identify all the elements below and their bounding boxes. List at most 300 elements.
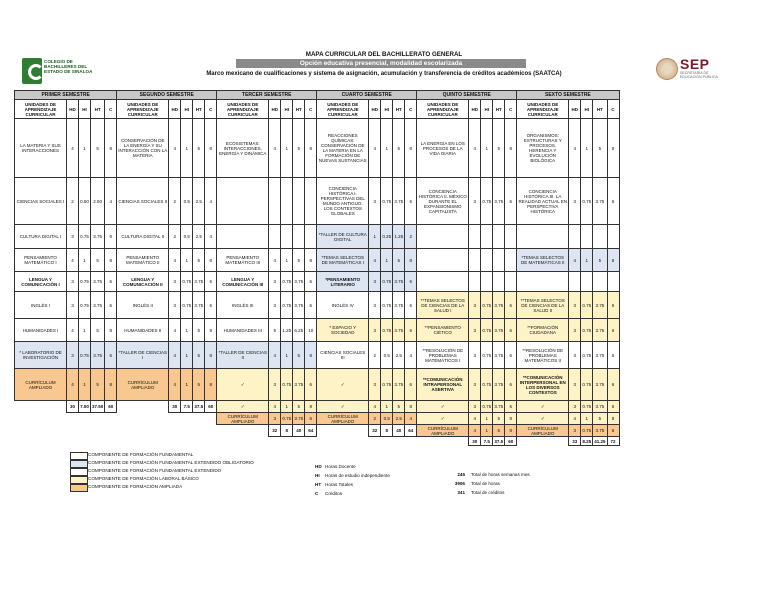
- value-cell: 5: [393, 401, 405, 413]
- value-cell: 8: [281, 425, 293, 437]
- value-cell: 1: [181, 249, 193, 272]
- legend-label: COMPONENTE DE FORMACIÓN FUNDAMENTAL: [88, 452, 194, 457]
- value-cell: 8: [305, 401, 317, 413]
- blank-cell: [205, 413, 217, 425]
- unit-cell: PENSAMIENTO MATEMÁTICO I: [15, 249, 67, 272]
- value-cell: 1: [381, 119, 393, 178]
- value-cell: 0.75: [581, 292, 593, 319]
- value-cell: 0.75: [281, 292, 293, 319]
- blank-cell: [305, 437, 317, 446]
- value-cell: 5: [91, 369, 105, 401]
- blank-cell: [217, 437, 269, 446]
- value-cell: 5: [193, 369, 205, 401]
- grand-totals: [445, 470, 530, 497]
- unit-cell: *TALLER DE CULTURA DIGITAL: [317, 225, 369, 249]
- semester-header: QUINTO SEMESTRE: [417, 91, 517, 100]
- value-cell: 3.75: [91, 225, 105, 249]
- value-cell: 6: [105, 225, 117, 249]
- value-cell: 10: [305, 319, 317, 342]
- value-cell: 37.50: [91, 401, 105, 413]
- column-header: C: [205, 100, 217, 119]
- value-cell: 6.25: [293, 319, 305, 342]
- blank-cell: [317, 425, 369, 437]
- column-header: UNIDADES DE APRENDIZAJE CURRICULAR: [15, 100, 67, 119]
- abbreviation-value: Créditos: [325, 491, 343, 496]
- value-cell: 5: [293, 401, 305, 413]
- value-cell: 3: [469, 342, 481, 369]
- legend-swatch: [70, 468, 88, 476]
- value-cell: 3.75: [593, 425, 607, 437]
- value-cell: 1: [281, 249, 293, 272]
- value-cell: 3.75: [293, 292, 305, 319]
- value-cell: 6: [205, 292, 217, 319]
- value-cell: 0.75: [581, 425, 593, 437]
- value-cell: 3.75: [493, 369, 505, 401]
- unit-cell: **FORMACIÓN CIUDADANA: [517, 319, 569, 342]
- value-cell: 3: [67, 292, 79, 319]
- value-cell: 6: [505, 369, 517, 401]
- value-cell: 3.75: [393, 369, 405, 401]
- grand-total-label: Total de horas semanas mes: [471, 472, 530, 477]
- value-cell: 3: [369, 292, 381, 319]
- table-row: [15, 413, 620, 425]
- sep-logo-subtext: SECRETARÍA DE EDUCACIÓN PÚBLICA: [680, 71, 718, 79]
- value-cell: 6: [105, 292, 117, 319]
- unit-cell: LENGUA Y COMUNICACIÓN I: [15, 272, 67, 292]
- value-cell: 8: [305, 119, 317, 178]
- legend-swatch: [70, 452, 88, 460]
- value-cell: 1: [369, 225, 381, 249]
- semester-header: CUARTO SEMESTRE: [317, 91, 417, 100]
- value-cell: 6: [607, 319, 619, 342]
- blank-cell: [79, 413, 91, 425]
- value-cell: 0.75: [79, 272, 91, 292]
- value-cell: [493, 225, 505, 249]
- value-cell: 6: [305, 413, 317, 425]
- value-cell: 5: [193, 249, 205, 272]
- value-cell: 0.50: [79, 178, 91, 225]
- value-cell: ✓: [517, 413, 569, 425]
- blank-cell: [517, 437, 569, 446]
- grand-total-value: 246: [457, 472, 465, 477]
- value-cell: 3: [369, 319, 381, 342]
- column-header-row: [15, 100, 620, 119]
- value-cell: 33: [569, 437, 581, 446]
- value-cell: 3: [569, 342, 581, 369]
- column-header: HD: [369, 100, 381, 119]
- value-cell: 0.75: [381, 319, 393, 342]
- unit-cell: HUMANIDADES III: [217, 319, 269, 342]
- value-cell: 1: [581, 119, 593, 178]
- unit-cell: CONSERVACIÓN DE LA ENERGÍA Y SU INTERACCIÓN CON LA MATERIA: [117, 119, 169, 178]
- abbreviation-item: [315, 462, 390, 471]
- page-title: MAPA CURRICULAR DEL BACHILLERATO GENERAL: [305, 51, 463, 58]
- column-header: HT: [91, 100, 105, 119]
- value-cell: 64: [305, 425, 317, 437]
- value-cell: 5: [493, 413, 505, 425]
- value-cell: 0.75: [581, 369, 593, 401]
- value-cell: 3: [67, 225, 79, 249]
- value-cell: 0.75: [381, 272, 393, 292]
- value-cell: 6: [607, 401, 619, 413]
- curriculum-table: [14, 90, 620, 446]
- value-cell: [569, 272, 581, 292]
- value-cell: 6: [607, 425, 619, 437]
- value-cell: 3: [67, 342, 79, 369]
- value-cell: [505, 249, 517, 272]
- blank-cell: [217, 425, 269, 437]
- unit-cell: [217, 178, 269, 225]
- value-cell: 5: [193, 319, 205, 342]
- abbreviation-key: HD: [315, 464, 322, 469]
- value-cell: 3.75: [593, 292, 607, 319]
- blank-cell: [105, 413, 117, 425]
- blank-cell: [169, 425, 181, 437]
- value-cell: [305, 225, 317, 249]
- blank-cell: [193, 425, 205, 437]
- value-cell: 3.75: [593, 178, 607, 225]
- value-cell: 0.75: [481, 178, 493, 225]
- value-cell: 4: [169, 119, 181, 178]
- legend-swatch: [70, 460, 88, 468]
- value-cell: 4: [469, 119, 481, 178]
- column-header: HI: [281, 100, 293, 119]
- legend-label: COMPONENTE DE FORMACIÓN FUNDAMENTAL EXTENDIDO OBLIGATORIO: [88, 460, 254, 465]
- unit-cell: HUMANIDADES II: [117, 319, 169, 342]
- semester-header: SEXTO SEMESTRE: [517, 91, 619, 100]
- value-cell: 5: [593, 119, 607, 178]
- grand-total-item: [445, 488, 530, 497]
- value-cell: 1: [381, 249, 393, 272]
- value-cell: 8: [105, 319, 117, 342]
- value-cell: 64: [405, 425, 417, 437]
- unit-cell: INGLÉS IV: [317, 292, 369, 319]
- value-cell: 30: [169, 401, 181, 413]
- value-cell: ✓: [417, 413, 469, 425]
- column-header: UNIDADES DE APRENDIZAJE CURRICULAR: [217, 100, 269, 119]
- blank-cell: [293, 437, 305, 446]
- value-cell: 0.75: [79, 225, 91, 249]
- value-cell: 8: [105, 249, 117, 272]
- value-cell: 5: [393, 249, 405, 272]
- unit-cell: ✓: [217, 369, 269, 401]
- value-cell: 5: [593, 413, 607, 425]
- column-header: HD: [469, 100, 481, 119]
- value-cell: [469, 272, 481, 292]
- value-cell: 4: [169, 249, 181, 272]
- value-cell: 8: [205, 342, 217, 369]
- value-cell: 3.75: [193, 272, 205, 292]
- value-cell: 3.75: [593, 342, 607, 369]
- column-header: UNIDADES DE APRENDIZAJE CURRICULAR: [517, 100, 569, 119]
- blank-cell: [169, 437, 181, 446]
- value-cell: 8: [305, 249, 317, 272]
- abbreviation-value: Horas Totales: [325, 482, 354, 487]
- value-cell: [293, 225, 305, 249]
- value-cell: 6: [105, 272, 117, 292]
- column-header: HI: [481, 100, 493, 119]
- abbreviation-item: [315, 471, 390, 480]
- unit-cell: [417, 272, 469, 292]
- blank-cell: [193, 413, 205, 425]
- value-cell: ✓: [417, 401, 469, 413]
- blank-cell: [105, 425, 117, 437]
- value-cell: 3.75: [393, 292, 405, 319]
- blank-cell: [91, 425, 105, 437]
- grand-total-value: 341: [457, 490, 465, 495]
- value-cell: 8: [305, 342, 317, 369]
- column-header: HT: [393, 100, 405, 119]
- value-cell: 4: [169, 319, 181, 342]
- value-cell: 5: [593, 249, 607, 272]
- value-cell: 4: [569, 249, 581, 272]
- value-cell: 0.5: [381, 413, 393, 425]
- blank-cell: [67, 425, 79, 437]
- logo-right: [656, 56, 746, 82]
- grand-total-value: 3906: [454, 481, 465, 486]
- value-cell: 6: [205, 272, 217, 292]
- value-cell: 0.75: [381, 178, 393, 225]
- value-cell: CURRÍCULUM AMPLIADO: [317, 413, 369, 425]
- value-cell: 4: [105, 178, 117, 225]
- value-cell: 6: [607, 342, 619, 369]
- value-cell: [493, 249, 505, 272]
- value-cell: 8: [205, 369, 217, 401]
- value-cell: [493, 272, 505, 292]
- value-cell: ✓: [217, 401, 269, 413]
- value-cell: [481, 225, 493, 249]
- value-cell: 6: [607, 369, 619, 401]
- value-cell: 3: [469, 401, 481, 413]
- blank-cell: [381, 437, 393, 446]
- semester-header-row: [15, 91, 620, 100]
- value-cell: 6: [505, 292, 517, 319]
- unit-cell: INGLÉS I: [15, 292, 67, 319]
- value-cell: 8.25: [582, 438, 592, 444]
- blank-cell: [317, 437, 369, 446]
- value-cell: 3: [569, 401, 581, 413]
- table-row: [15, 342, 620, 369]
- value-cell: 4: [205, 225, 217, 249]
- abbreviation-value: Horas de estudio independiente: [325, 473, 390, 478]
- value-cell: 1: [181, 119, 193, 178]
- blank-cell: [67, 437, 79, 446]
- unit-cell: LENGUA Y COMUNICACIÓN III: [217, 272, 269, 292]
- blank-cell: [79, 425, 91, 437]
- logo-left-text: COLEGIO DE BACHILLERES DEL ESTADO DE SINALOA: [44, 59, 93, 74]
- table-row: [15, 119, 620, 178]
- value-cell: 2.50: [91, 178, 105, 225]
- value-cell: [481, 249, 493, 272]
- value-cell: 37.5: [193, 401, 205, 413]
- unit-cell: REACCIONES QUÍMICAS: CONSERVACIÓN DE LA MATERIA EN LA FORMACIÓN DE NUEVAS SUSTANCIAS: [317, 119, 369, 178]
- value-cell: 0.75: [281, 369, 293, 401]
- unit-cell: [517, 272, 569, 292]
- value-cell: 3: [369, 369, 381, 401]
- value-cell: 8: [505, 425, 517, 437]
- value-cell: 1: [481, 425, 493, 437]
- value-cell: 8: [505, 119, 517, 178]
- table-row: [15, 401, 620, 413]
- column-header: C: [405, 100, 417, 119]
- sep-logo-text: SEP: [680, 56, 710, 72]
- value-cell: 2: [169, 178, 181, 225]
- column-header: C: [505, 100, 517, 119]
- unit-cell: CULTURA DIGITAL II: [117, 225, 169, 249]
- unit-cell: **TEMAS SELECTOS DE CIENCIAS DE LA SALUD II: [517, 292, 569, 319]
- unit-cell: [417, 225, 469, 249]
- value-cell: [269, 178, 281, 225]
- value-cell: 4: [67, 249, 79, 272]
- legend-item: [70, 452, 370, 459]
- value-cell: 6: [505, 401, 517, 413]
- blank-cell: [269, 437, 281, 446]
- value-cell: 4: [205, 178, 217, 225]
- column-header: HT: [493, 100, 505, 119]
- value-cell: 5: [293, 342, 305, 369]
- column-header: HI: [581, 100, 593, 119]
- column-header: C: [105, 100, 117, 119]
- unit-cell: [217, 225, 269, 249]
- column-header: UNIDADES DE APRENDIZAJE CURRICULAR: [117, 100, 169, 119]
- column-header: HD: [269, 100, 281, 119]
- column-header: C: [305, 100, 317, 119]
- unit-cell: HUMANIDADES I: [15, 319, 67, 342]
- value-cell: 5: [193, 119, 205, 178]
- table-row: [15, 225, 620, 249]
- value-cell: 8: [405, 119, 417, 178]
- value-cell: 3: [569, 178, 581, 225]
- grand-total-item: [445, 479, 530, 488]
- value-cell: 3: [369, 178, 381, 225]
- value-cell: 8: [205, 319, 217, 342]
- value-cell: 0.75: [481, 292, 493, 319]
- value-cell: 30: [469, 437, 481, 446]
- value-cell: [281, 178, 293, 225]
- unit-cell: CURRÍCULUM AMPLIADO: [15, 369, 67, 401]
- column-header: HD: [67, 100, 79, 119]
- value-cell: 1: [581, 413, 593, 425]
- value-cell: 6: [305, 272, 317, 292]
- value-cell: [269, 225, 281, 249]
- value-cell: 4: [569, 413, 581, 425]
- value-cell: CURRÍCULUM AMPLIADO: [217, 413, 269, 425]
- column-header: C: [607, 100, 619, 119]
- value-cell: [581, 272, 593, 292]
- value-cell: 3.75: [91, 342, 105, 369]
- blank-cell: [369, 437, 381, 446]
- unit-cell: **TEMAS SELECTOS DE CIENCIAS DE LA SALUD I: [417, 292, 469, 319]
- abbreviation-key: HI: [315, 473, 320, 478]
- value-cell: 6: [405, 272, 417, 292]
- value-cell: 4: [469, 425, 481, 437]
- unit-cell: INGLÉS III: [217, 292, 269, 319]
- table-row: [15, 178, 620, 225]
- blank-cell: [105, 437, 117, 446]
- blank-cell: [15, 401, 67, 413]
- unit-cell: CULTURA DIGITAL I: [15, 225, 67, 249]
- table-row: [15, 369, 620, 401]
- blank-cell: [181, 425, 193, 437]
- blank-cell: [181, 437, 193, 446]
- unit-cell: CONCIENCIA HISTÓRICA I. PERSPECTIVAS DEL MUNDO ANTIGUO. LOS CONTEXTOS GLOBALES: [317, 178, 369, 225]
- unit-cell: **COMUNICACIÓN INTERPERSONAL EN LOS DIVERSOS CONTEXTOS: [517, 369, 569, 401]
- value-cell: 3.75: [493, 342, 505, 369]
- value-cell: [593, 225, 607, 249]
- unit-cell: **RESOLUCIÓN DE PROBLEMAS MATEMÁTICOS II: [517, 342, 569, 369]
- value-cell: ✓: [517, 401, 569, 413]
- column-header: HT: [193, 100, 205, 119]
- value-cell: 1: [481, 413, 493, 425]
- value-cell: 3.75: [293, 272, 305, 292]
- value-cell: 30: [67, 401, 79, 413]
- value-cell: 0.75: [381, 292, 393, 319]
- column-header: HD: [169, 100, 181, 119]
- legend-swatch: [70, 484, 88, 492]
- value-cell: 6: [607, 178, 619, 225]
- value-cell: 3: [369, 272, 381, 292]
- value-cell: 3.75: [393, 319, 405, 342]
- value-cell: 72: [607, 437, 619, 446]
- unit-cell: CONCIENCIA HISTÓRICA III. LA REALIDAD ACTUAL EN PERSPECTIVA HISTÓRICA: [517, 178, 569, 225]
- value-cell: 40: [393, 425, 405, 437]
- unit-cell: **PENSAMIENTO CIÉTICO: [417, 319, 469, 342]
- abbreviation-key: C: [315, 491, 319, 496]
- value-cell: 0.75: [281, 272, 293, 292]
- blank-cell: [117, 425, 169, 437]
- value-cell: 41.25: [594, 438, 606, 444]
- value-cell: 60: [505, 437, 517, 446]
- value-cell: 8: [607, 249, 619, 272]
- value-cell: 0.75: [481, 401, 493, 413]
- value-cell: 3.75: [493, 401, 505, 413]
- value-cell: [281, 225, 293, 249]
- value-cell: 3: [569, 369, 581, 401]
- value-cell: 3: [269, 272, 281, 292]
- value-cell: 6: [305, 369, 317, 401]
- value-cell: 0.5: [381, 342, 393, 369]
- value-cell: 5: [91, 319, 105, 342]
- value-cell: 3: [569, 425, 581, 437]
- column-header: UNIDADES DE APRENDIZAJE CURRICULAR: [417, 100, 469, 119]
- blank-cell: [15, 413, 67, 425]
- value-cell: 6: [405, 292, 417, 319]
- value-cell: 2: [67, 178, 79, 225]
- table-row: [15, 319, 620, 342]
- value-cell: 4: [169, 342, 181, 369]
- value-cell: 3.75: [493, 178, 505, 225]
- unit-cell: *TALLER DE CIENCIAS I: [117, 342, 169, 369]
- value-cell: 1: [281, 342, 293, 369]
- value-cell: 32: [369, 425, 381, 437]
- value-cell: 3: [169, 292, 181, 319]
- value-cell: [569, 225, 581, 249]
- unit-cell: ✓: [317, 369, 369, 401]
- blank-cell: [79, 437, 91, 446]
- value-cell: 0.75: [481, 369, 493, 401]
- value-cell: 3: [469, 369, 481, 401]
- value-cell: 8: [381, 425, 393, 437]
- value-cell: 4: [269, 401, 281, 413]
- legend-label: COMPONENTE DE FORMACIÓN LABORAL BÁSICO: [88, 476, 199, 481]
- unit-cell: ECOSISTEMAS: INTERACCIONES, ENERGÍA Y DINÁMICA: [217, 119, 269, 178]
- unit-cell: *TEMAS SELECTOS DE MATEMÁTICAS II: [517, 249, 569, 272]
- value-cell: 7.5: [481, 437, 493, 446]
- value-cell: 6: [607, 292, 619, 319]
- abbreviation-item: [315, 489, 390, 498]
- unit-cell: *PENSAMIENTO LITERARIO: [317, 272, 369, 292]
- value-cell: 1.25: [393, 225, 405, 249]
